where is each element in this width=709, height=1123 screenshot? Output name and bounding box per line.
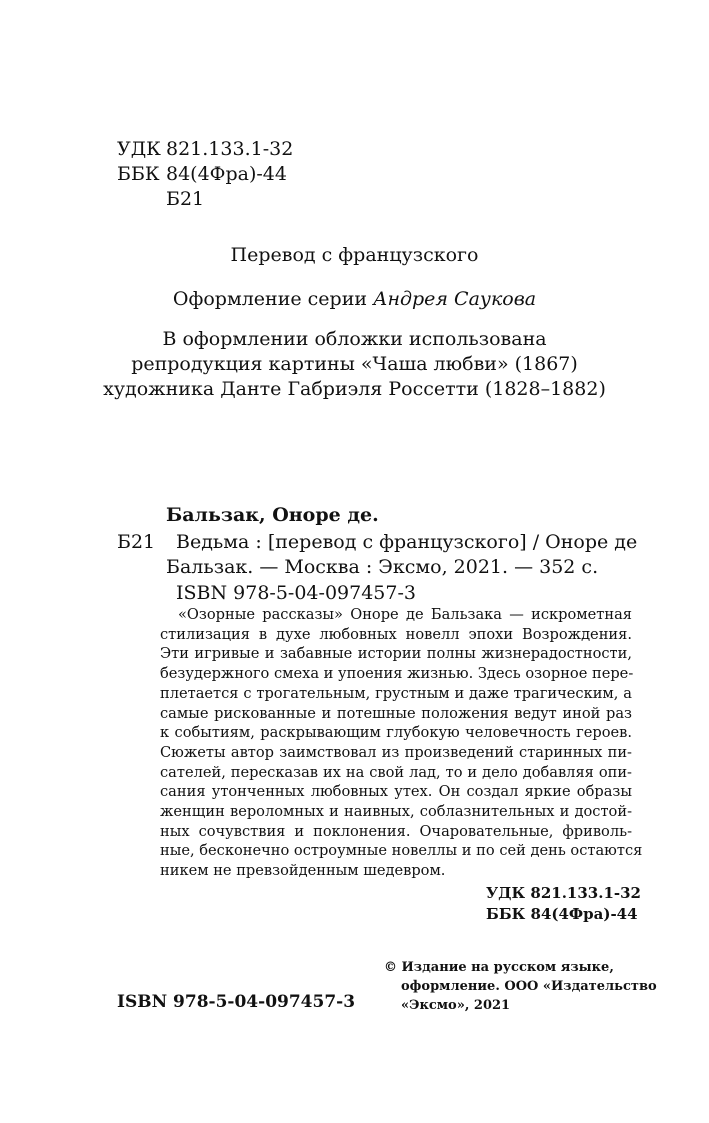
series-design-line (0, 286, 709, 312)
copyright-block (384, 958, 657, 1015)
cover-note-line-3: художника Данте Габриэля Россетти (1828–1882) (103, 378, 606, 400)
author-mark: Б21 (166, 188, 205, 210)
annotation-line: «Озорные рассказы» Оноре де Бальзака — искрометная (178, 606, 632, 623)
annotation-line: сания утонченных любовных утех. Он создал яркие образы (160, 783, 632, 801)
bbk-bottom: ББК 84(4Фра)-44 (486, 905, 638, 923)
bibliography-mark: Б21 (117, 531, 156, 553)
annotation-line: Эти игривые и забавные истории полны жизнерадостности, (160, 645, 632, 663)
annotation-line: плетается с трогательным, грустным и даже трагическим, а (160, 684, 632, 702)
annotation-line: безудержного смеха и упоения жизнью. Здесь озорное пере- (160, 665, 634, 683)
udk-value: 821.133.1-32 (166, 138, 294, 160)
translation-note: Перевод с французского (230, 244, 479, 266)
bibliography-line-2: Бальзак. — Москва : Эксмо, 2021. — 352 с. (166, 556, 599, 578)
annotation-line: никем не превзойденным шедевром. (160, 862, 446, 880)
annotation (160, 605, 643, 881)
udk-bottom: УДК 821.133.1-32 (486, 884, 641, 902)
cover-note-line-2: репродукция картины «Чаша любви» (1867) (131, 353, 578, 375)
annotation-line: к событиям, раскрывающим глубокую человечность героев. (160, 724, 632, 742)
bbk-value: 84(4Фра)-44 (166, 163, 287, 185)
bbk-label: ББК (117, 163, 160, 185)
copyright-line-3: «Эксмо», 2021 (401, 998, 511, 1013)
isbn-bottom: ISBN 978-5-04-097457-3 (117, 992, 356, 1012)
bibliography-line-1: Ведьма : [перевод с французского] / Оноре де (176, 531, 638, 553)
annotation-line: стилизация в духе любовных новелл эпохи Возрождения. (160, 625, 632, 643)
series-designer-name: Андрея Саукова (373, 288, 537, 310)
copyright-line-1: © Издание на русском языке, (384, 960, 614, 975)
annotation-line: ные, бесконечно остроумные новеллы и по сей день остаются (160, 842, 643, 860)
annotation-line: сателей, пересказав их на свой лад, то и дело добавляя опи- (160, 763, 632, 781)
series-design-prefix: Оформление серии (172, 288, 368, 310)
annotation-line: Сюжеты автор заимствовал из произведений старинных пи- (160, 743, 632, 761)
copyright-line-2: оформление. ООО «Издательство (401, 979, 657, 994)
udk-label: УДК (117, 138, 161, 160)
bibliography-isbn: ISBN 978-5-04-097457-3 (176, 582, 416, 604)
author-heading: Бальзак, Оноре де. (166, 504, 379, 526)
annotation-line: женщин вероломных и наивных, соблазнительных и достой- (160, 803, 632, 821)
annotation-line: самые рискованные и потешные положения ведут иной раз (160, 704, 632, 722)
cover-note-line-1: В оформлении обложки использована (162, 328, 547, 350)
annotation-line: ных сочувствия и поклонения. Очаровательные, фриволь- (160, 822, 632, 840)
